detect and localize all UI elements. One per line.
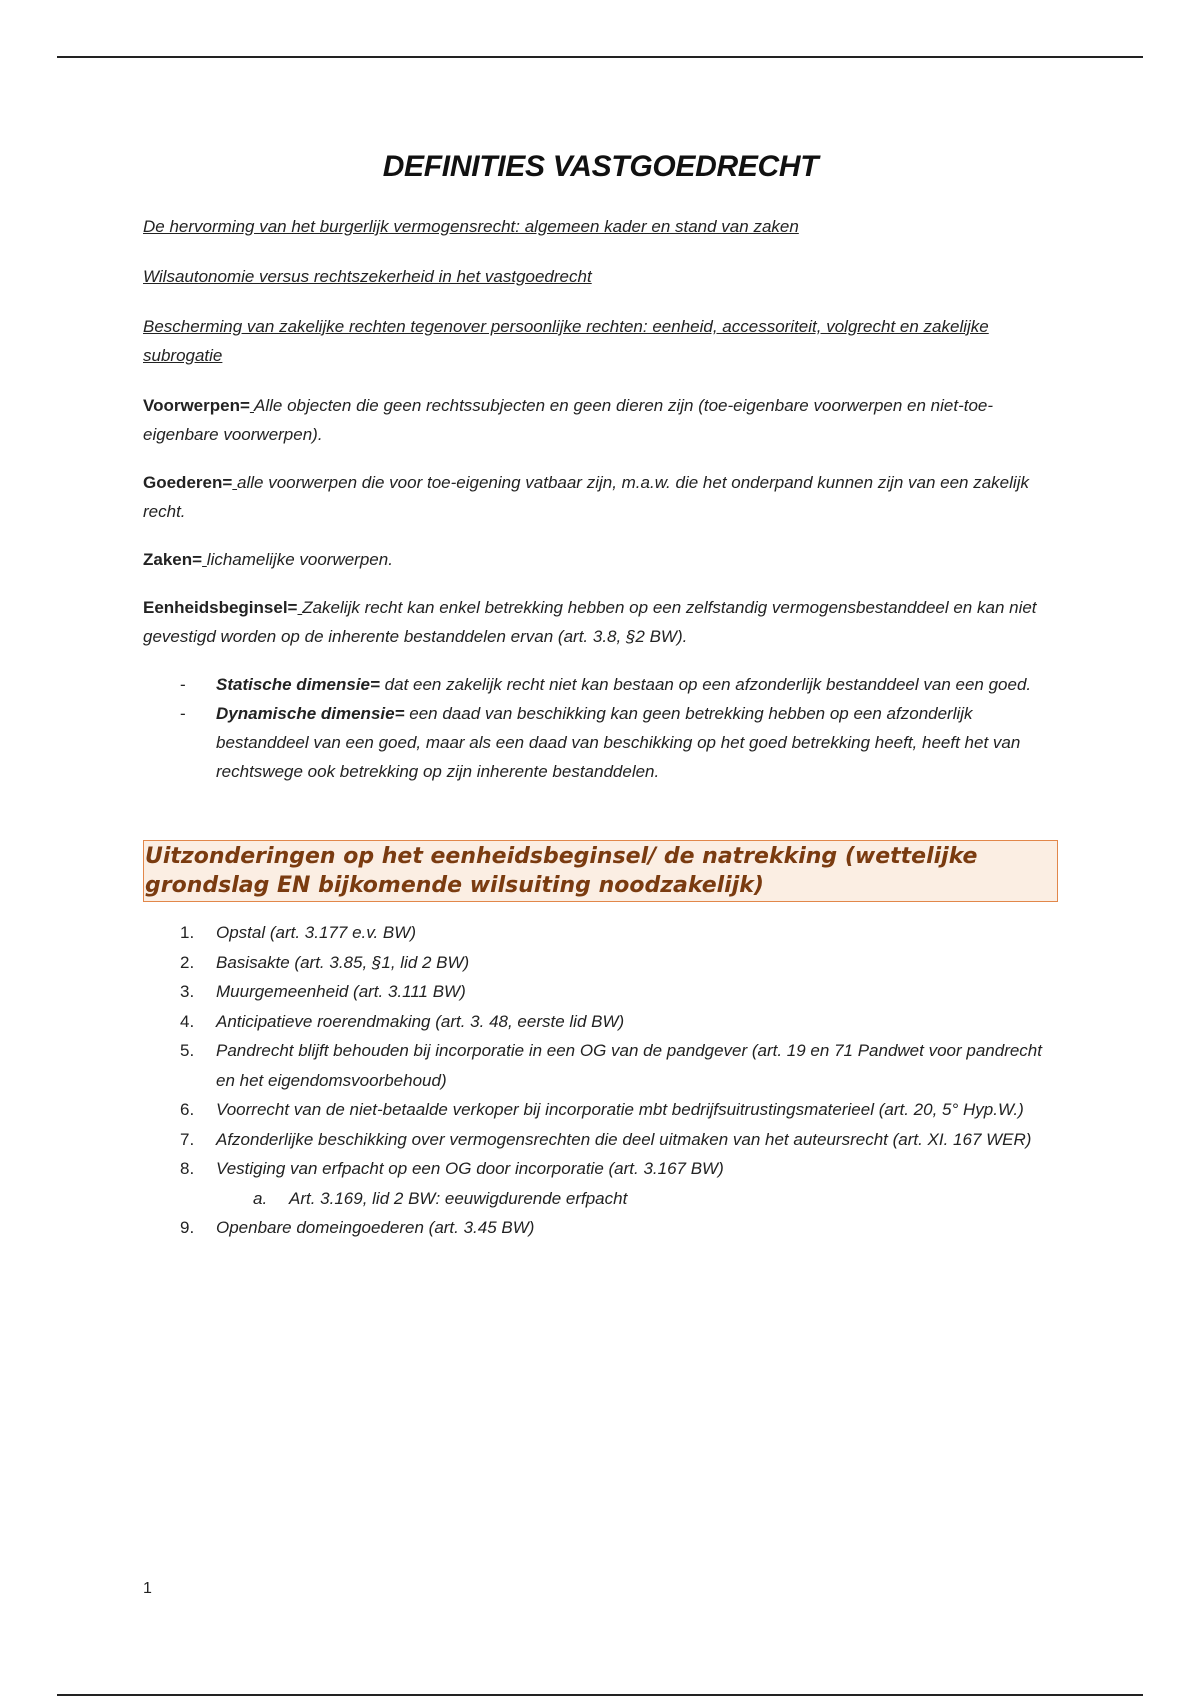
page-title: DEFINITIES VASTGOEDRECHT: [382, 150, 819, 183]
list-number: 8.: [180, 1159, 195, 1178]
section-heading: Uitzonderingen op het eenheidsbeginsel/ de natrekking (wettelijke grondslag EN bijkomende wilsuiting noodzakelijk): [143, 840, 1058, 902]
definition-text: Zakelijk recht kan enkel betrekking hebben op een zelfstandig vermogensbestanddeel en kan niet gevestigd worden op de inherente bestanddelen ervan (art. 3.8, §2 BW).: [143, 598, 1037, 646]
definition-goederen: [143, 468, 1058, 526]
dash-bullet: -: [180, 675, 186, 694]
definition-zaken: [143, 545, 1058, 574]
list-number: 2.: [180, 952, 195, 972]
bottom-rule: [57, 1694, 1143, 1696]
definition-text: lichamelijke voorwerpen.: [206, 550, 393, 569]
exceptions-list: [143, 918, 1058, 1184]
list-text: Voorrecht van de niet-betaalde verkoper bij incorporatie mbt bedrijfsuitrustingsmaterieel (art. 20, 5° Hyp.W.): [216, 1100, 1024, 1119]
list-number: 5.: [180, 1041, 195, 1060]
list-text: Vestiging van erfpacht op een OG door incorporatie (art. 3.167 BW): [216, 1159, 724, 1178]
definition-term: Voorwerpen=: [143, 396, 250, 415]
dimension-term: Statische dimensie=: [216, 675, 380, 694]
list-text: Pandrecht blijft behouden bij incorporatie in een OG van de pandgever (art. 19 en 71 Pandwet voor pandrecht en het eigendomsvoorbehoud): [216, 1041, 1042, 1090]
definition-eenheidsbeginsel: [143, 593, 1058, 651]
list-number: 9.: [180, 1218, 195, 1237]
list-item: [143, 1036, 1058, 1095]
list-item: [143, 977, 1058, 1007]
definition-voorwerpen: [143, 391, 1058, 449]
list-number: 6.: [180, 1100, 195, 1119]
list-item: [143, 918, 1058, 948]
exceptions-list-continued: [143, 1213, 1058, 1243]
dimension-text: een daad van beschikking kan geen betrekking hebben op een afzonderlijk bestanddeel van een goed, maar als een daad van beschikking op het goed betrekking heeft, heeft het van rechtswege ook betrekking op zijn inherente bestanddelen.: [216, 704, 1021, 781]
list-text: Muurgemeenheid (art. 3.111 BW): [216, 982, 466, 1001]
definition-text: Alle objecten die geen rechtssubjecten en geen dieren zijn (toe-eigenbare voorwerpen en niet-toe-eigenbare voorwerpen).: [143, 396, 994, 444]
definition-term: Goederen=: [143, 473, 233, 492]
dimension-list: [143, 670, 1058, 786]
list-text: Openbare domeingoederen (art. 3.45 BW): [216, 1218, 535, 1237]
list-item: [143, 1125, 1058, 1155]
definition-text: alle voorwerpen die voor toe-eigening vatbaar zijn, m.a.w. die het onderpand kunnen zijn van een zakelijk recht.: [143, 473, 1029, 521]
list-text: Opstal (art. 3.177 e.v. BW): [216, 923, 416, 942]
dash-bullet: -: [180, 704, 186, 723]
list-text: Basisakte (art. 3.85, §1, lid 2 BW): [216, 952, 470, 972]
definition-term: Eenheidsbeginsel=: [143, 598, 298, 617]
list-item: [143, 1095, 1058, 1125]
document-body: [143, 140, 1058, 1243]
topic-heading: De hervorming van het burgerlijk vermogensrecht: algemeen kader en stand van zaken: [143, 217, 799, 236]
sub-list-item: [143, 1184, 1058, 1214]
list-text: Afzonderlijke beschikking over vermogensrechten die deel uitmaken van het auteursrecht (art. XI. 167 WER): [216, 1129, 1032, 1149]
list-item: [143, 670, 1058, 699]
list-item: [143, 1007, 1058, 1037]
list-letter: a.: [253, 1188, 268, 1208]
dimension-text: dat een zakelijk recht niet kan bestaan op een afzonderlijk bestanddeel van een goed.: [384, 675, 1032, 694]
list-number: 7.: [180, 1129, 195, 1149]
list-text: Art. 3.169, lid 2 BW: eeuwigdurende erfpacht: [289, 1188, 628, 1208]
list-number: 1.: [180, 923, 195, 942]
dimension-term: Dynamische dimensie=: [216, 704, 405, 723]
list-item: [143, 948, 1058, 978]
list-item: [143, 1154, 1058, 1184]
list-text: Anticipatieve roerendmaking (art. 3. 48, eerste lid BW): [216, 1011, 625, 1031]
top-rule: [57, 56, 1143, 58]
topic-heading: Wilsautonomie versus rechtszekerheid in het vastgoedrecht: [143, 267, 592, 286]
definition-term: Zaken=: [143, 550, 203, 569]
page-number: 1: [143, 1580, 152, 1597]
list-item: [143, 699, 1058, 786]
list-number: 3.: [180, 982, 195, 1001]
list-item: [143, 1213, 1058, 1243]
topic-heading: Bescherming van zakelijke rechten tegenover persoonlijke rechten: eenheid, accessoriteit, volgrecht en zakelijke subrogatie: [143, 317, 989, 365]
list-number: 4.: [180, 1011, 195, 1031]
